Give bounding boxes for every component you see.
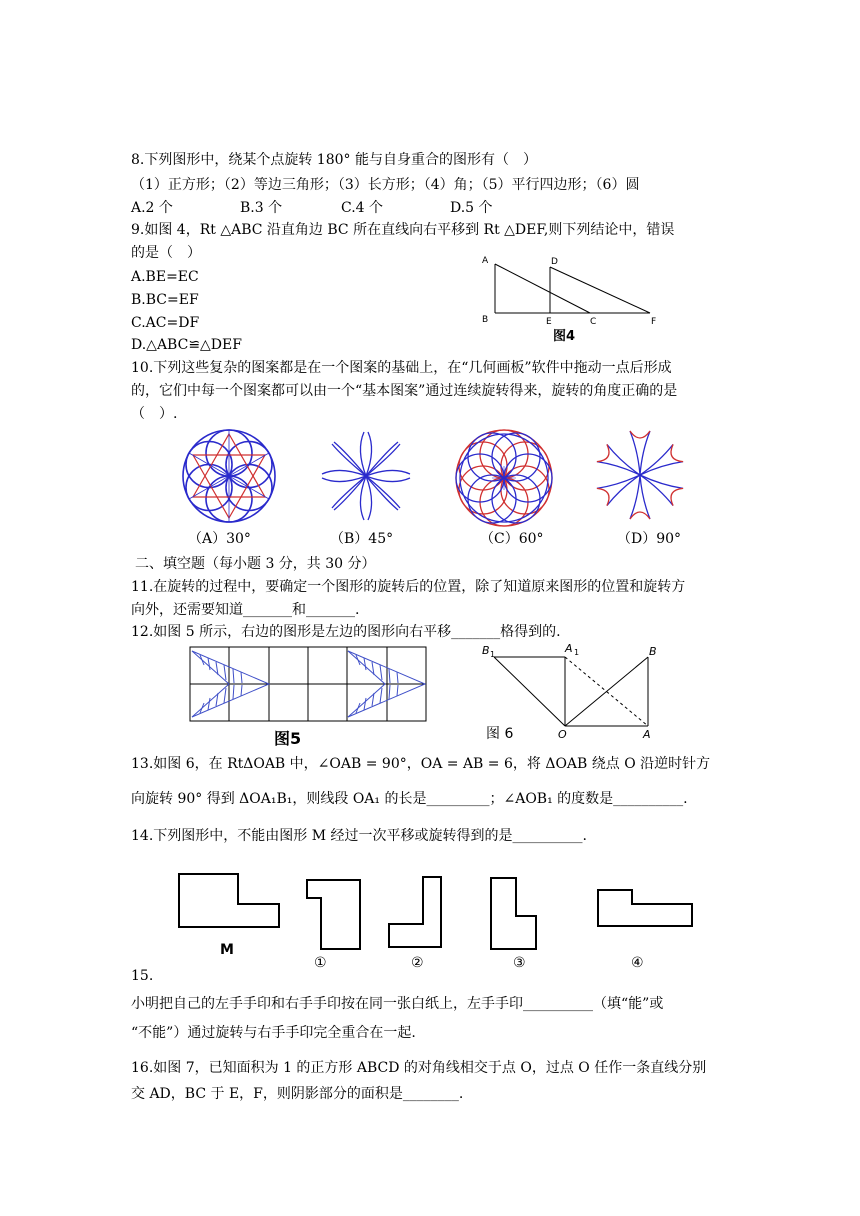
pattern-b — [318, 428, 414, 524]
figure-4 — [478, 252, 668, 344]
q9-option-c: C.AC=DF — [131, 315, 200, 331]
figure-q14-shapes — [170, 856, 710, 972]
fig6-label-a: A — [643, 728, 651, 741]
fig6-label-o: O — [558, 728, 567, 741]
q8-option-d: D.5 个 — [450, 200, 493, 216]
q11-line2: 向外，还需要知道_______和_______. — [131, 602, 360, 618]
fig4-label-a: A — [482, 256, 489, 266]
shape-label-m: M — [220, 942, 234, 958]
shape-4 — [598, 890, 692, 926]
shape-3 — [491, 878, 536, 949]
pattern-a — [178, 425, 280, 527]
section-2-heading: 二、填空题（每小题 3 分，共 30 分） — [135, 556, 376, 572]
fig6-label-b: B — [649, 645, 657, 658]
figure-6 — [482, 640, 672, 746]
shape-label-4: ④ — [631, 955, 644, 971]
fig4-label-d: D — [551, 257, 558, 267]
shape-label-3: ③ — [513, 955, 526, 971]
q8-stem: 8.下列图形中，绕某个点旋转 180° 能与自身重合的图形有（ ） — [131, 152, 537, 168]
q8-option-b: B.3 个 — [240, 200, 283, 216]
shape-label-1: ① — [314, 955, 327, 971]
shape-m — [179, 874, 279, 927]
shape-2 — [389, 877, 441, 947]
q12-line1: 12.如图 5 所示，右边的图形是左边的图形向右平移_______格得到的. — [131, 624, 561, 640]
fig4-label-f: F — [651, 317, 657, 327]
shape-1 — [307, 880, 360, 949]
q11-line1: 11.在旋转的过程中，要确定一个图形的旋转后的位置，除了知道原来图形的位置和旋转方 — [131, 579, 686, 595]
q14-line1: 14.下列图形中，不能由图形 M 经过一次平移或旋转得到的是__________. — [131, 828, 587, 844]
q10-option-d: （D）90° — [617, 531, 682, 547]
q8-option-a: A.2 个 — [131, 200, 173, 216]
fig5-caption: 图5 — [274, 729, 302, 748]
q13-line1: 13.如图 6，在 RtΔOAB 中，∠OAB = 90°，OA = AB = 6，将 ΔOAB 绕点 O 沿逆时针方 — [131, 756, 711, 772]
q15-line2: “不能”）通过旋转与右手手印完全重合在一起. — [131, 1025, 416, 1041]
pattern-c — [452, 426, 556, 530]
q16-line2: 交 AD，BC 于 E，F，则阴影部分的面积是________. — [131, 1086, 464, 1102]
fig6-label-b1: B — [482, 644, 490, 657]
fig4-label-c: C — [590, 317, 597, 327]
q15-line1: 小明把自己的左手手印和右手手印按在同一张白纸上，左手手印__________（填“能”或 — [131, 996, 664, 1012]
q13-line2: 向旋转 90° 得到 ΔOA₁B₁，则线段 OA₁ 的长是_________；∠AOB₁ 的度数是__________. — [131, 791, 688, 807]
fig6-caption: 图 6 — [486, 726, 514, 742]
q10-option-c: （C）60° — [480, 531, 544, 547]
q10-line2: 的，它们中每一个图案都可以由一个“基本图案”通过连续旋转得来，旋转的角度正确的是 — [131, 383, 678, 399]
fig6-label-a1: A — [565, 642, 573, 655]
fig6-label-a1-sub: 1 — [574, 648, 580, 657]
q16-line1: 16.如图 7，已知面积为 1 的正方形 ABCD 的对角线相交于点 O，过点 O 任作一条直线分别 — [131, 1060, 707, 1076]
shape-label-2: ② — [411, 955, 424, 971]
q15-number: 15. — [131, 968, 154, 984]
q10-option-b: （B）45° — [330, 531, 394, 547]
fig4-label-b: B — [482, 315, 489, 325]
fig4-label-e: E — [546, 317, 552, 327]
pattern-d — [585, 425, 695, 525]
q9-option-d: D.△ABC≌△DEF — [131, 337, 242, 353]
q10-line1: 10.下列这些复杂的图案都是在一个图案的基础上，在“几何画板”软件中拖动一点后形成 — [131, 360, 672, 376]
q10-line3: （ ）. — [131, 406, 178, 422]
fig6-label-b1-sub: 1 — [490, 650, 496, 659]
q8-items: （1）正方形；（2）等边三角形；（3）长方形；（4）角；（5）平行四边形；（6）圆 — [131, 177, 640, 193]
q9-option-b: B.BC=EF — [131, 292, 199, 308]
fig4-caption: 图4 — [553, 329, 576, 344]
q9-stem-line2: 的是（ ） — [131, 245, 201, 261]
q9-option-a: A.BE=EC — [131, 269, 199, 285]
q9-stem-line1: 9.如图 4，Rt △ABC 沿直角边 BC 所在直线向右平移到 Rt △DEF,则下列结论中，错误 — [131, 222, 675, 238]
figure-5 — [188, 645, 428, 749]
q10-option-a: （A）30° — [188, 531, 251, 547]
q8-option-c: C.4 个 — [341, 200, 384, 216]
